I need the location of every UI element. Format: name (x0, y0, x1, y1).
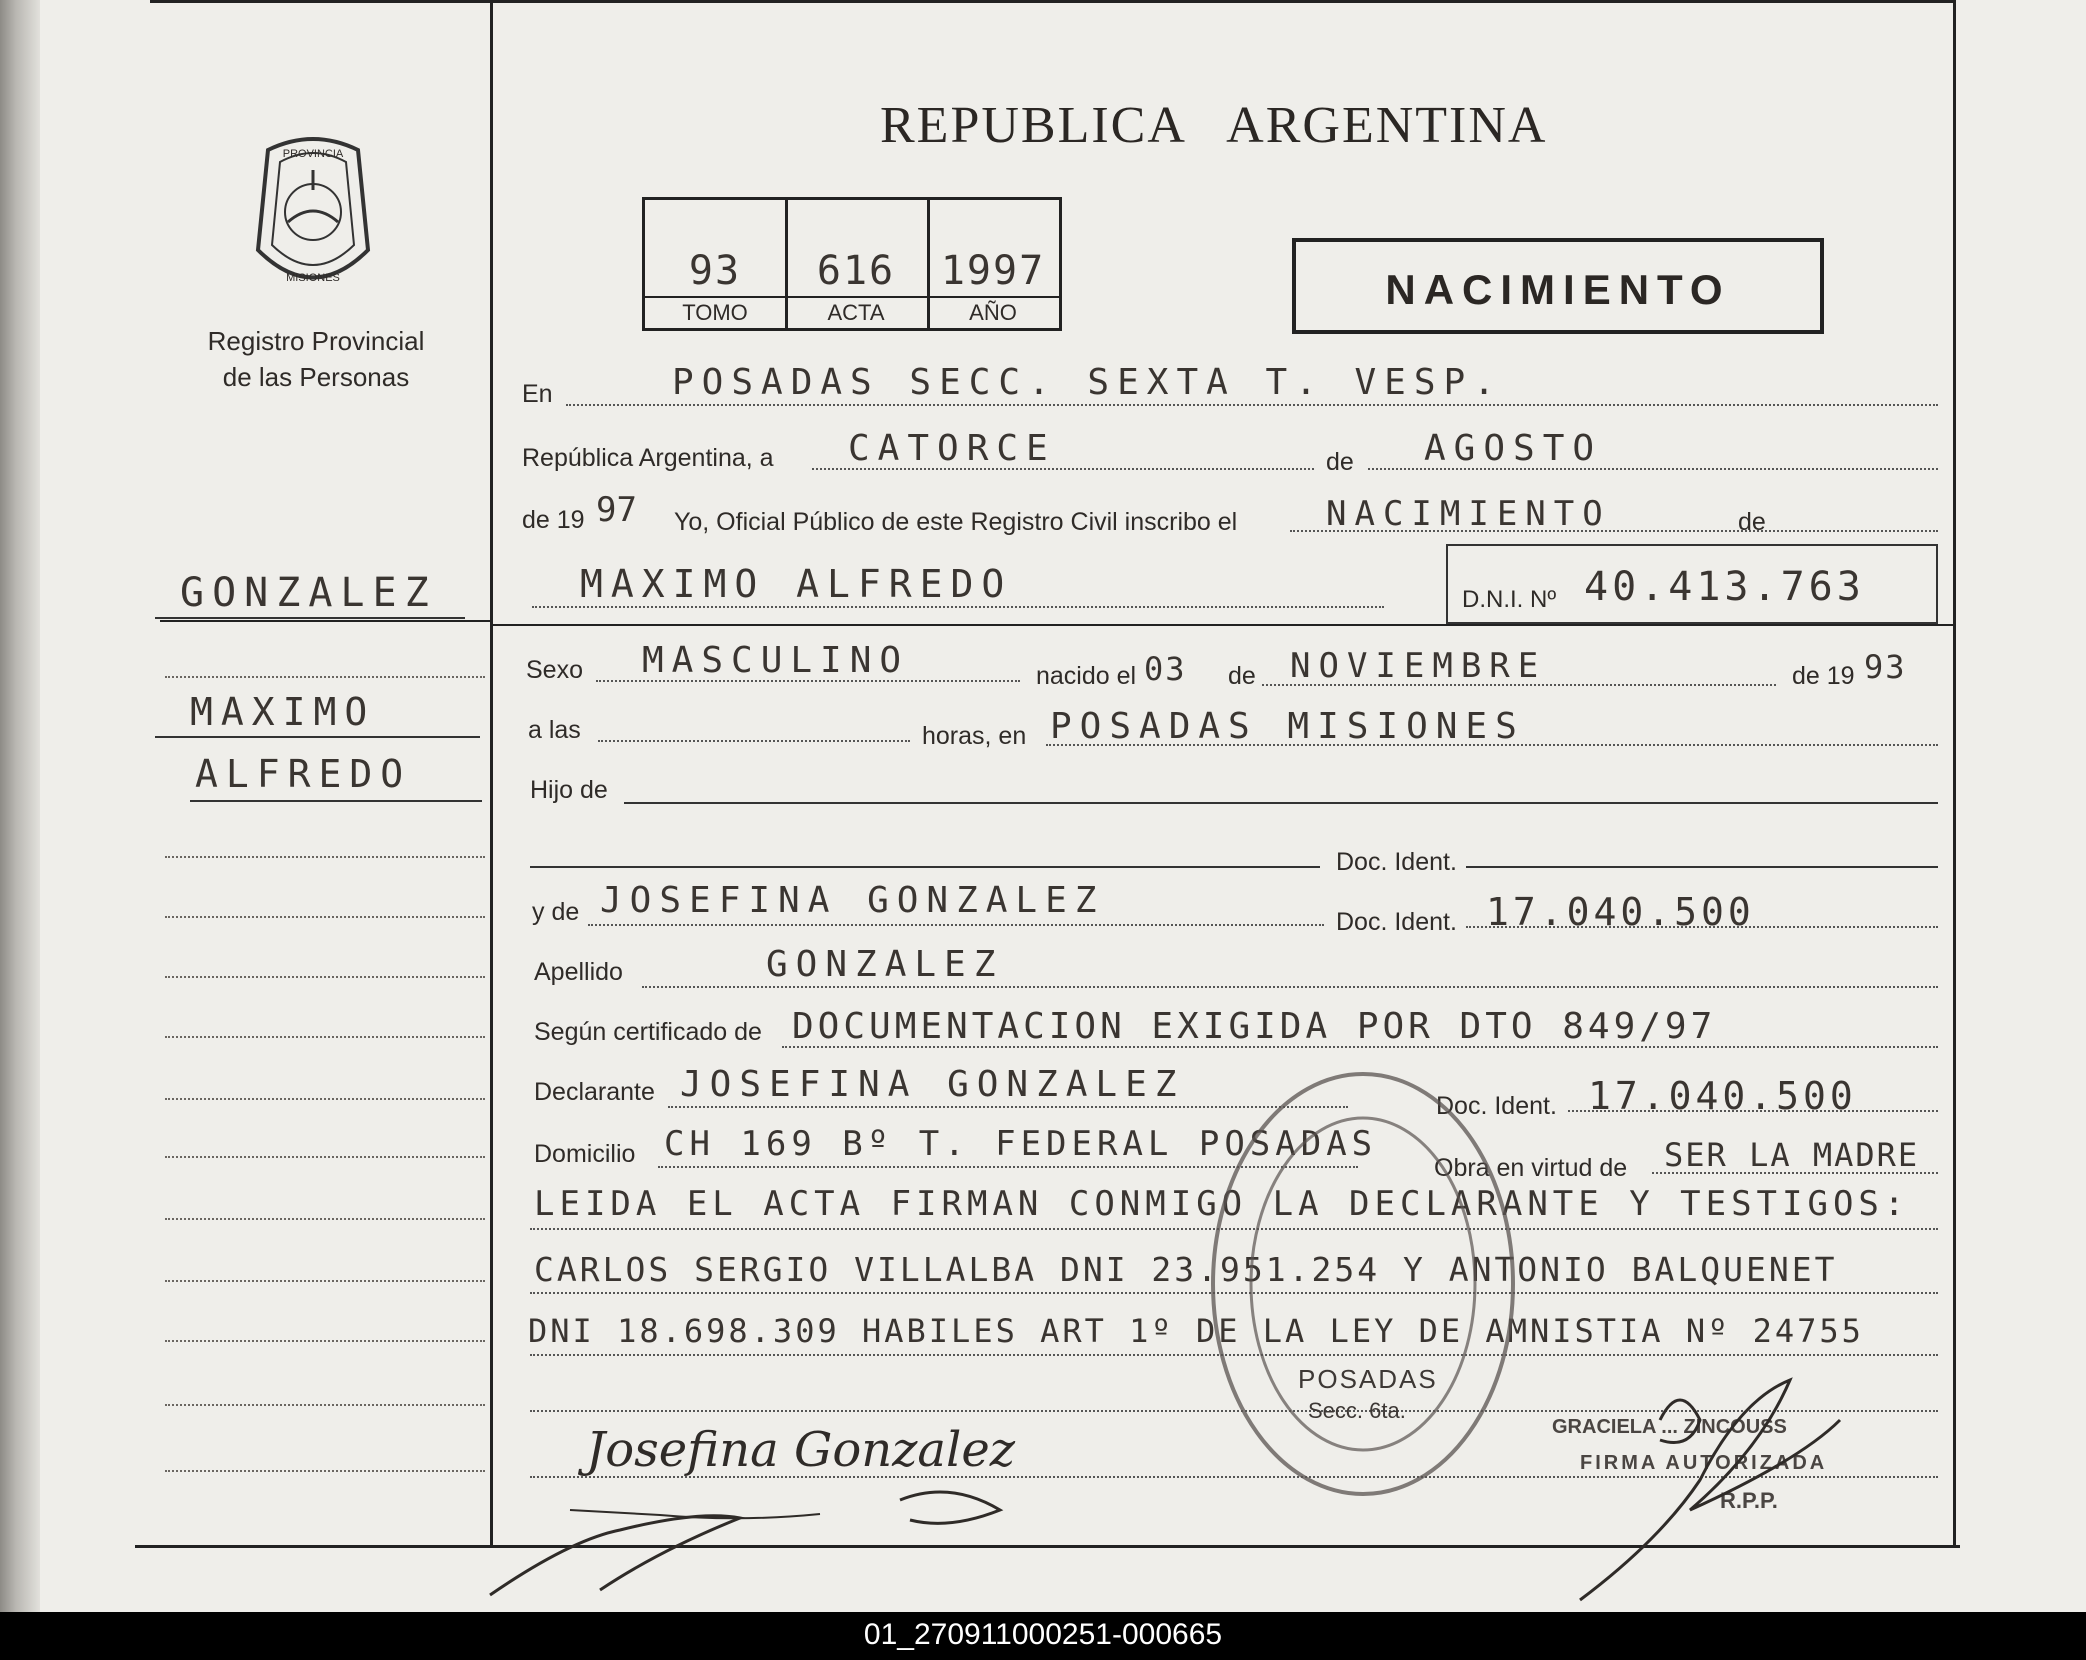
birth-year-value: 93 (1864, 648, 1907, 686)
segun-certificado-label: Según certificado de (534, 1018, 762, 1046)
doc-ident-label-3: Doc. Ident. (1436, 1092, 1557, 1120)
dni-label: D.N.I. Nº (1462, 586, 1557, 613)
declarant-name: JOSEFINA GONZALEZ (680, 1064, 1185, 1105)
tomo-label: TOMO (682, 300, 748, 325)
apellido-value: GONZALEZ (766, 944, 1004, 985)
republica-label: República Argentina, a (522, 444, 774, 472)
record-type-box (1292, 238, 1824, 334)
seal-text-top: PROVINCIA (282, 148, 344, 160)
doc-ident-label: Doc. Ident. (1336, 848, 1457, 876)
yo-oficial-text: Yo, Oficial Público de este Registro Civil inscribo el (674, 508, 1238, 536)
birth-month-value: NOVIEMBRE (1290, 646, 1547, 686)
top-border (150, 0, 1956, 3)
left-column-border (490, 0, 493, 1548)
y-de-label: y de (532, 898, 580, 926)
page-title: REPUBLICA ARGENTINA (880, 97, 1548, 154)
registry-office-value: POSADAS SECC. SEXTA T. VESP. (672, 362, 1503, 403)
book-binding (0, 0, 40, 1612)
address-value: CH 169 Bº T. FEDERAL POSADAS (664, 1124, 1378, 1164)
doc-ident-label-2: Doc. Ident. (1336, 908, 1457, 936)
anio-label: AÑO (969, 300, 1017, 325)
seal-text-bottom: MISIONES (286, 272, 340, 284)
horas-label: horas, en (922, 722, 1027, 750)
registry-stamp (1198, 1064, 1528, 1504)
registrant-name: MAXIMO ALFREDO (580, 562, 1013, 606)
certificate-source-value: DOCUMENTACION EXIGIDA POR DTO 849/97 (792, 1006, 1717, 1047)
sexo-value: MASCULINO (642, 640, 910, 681)
mother-doc-value: 17.040.500 (1486, 890, 1755, 934)
margin-given-name-2: ALFREDO (195, 752, 412, 796)
day-value: CATORCE (848, 428, 1056, 469)
margin-divider (160, 620, 492, 622)
de-label-2: de (1738, 508, 1766, 536)
margin-surname: GONZALEZ (180, 570, 437, 616)
record-type: NACIMIENTO (1385, 266, 1731, 313)
authorized-signature-label: FIRMA AUTORIZADA (1580, 1452, 1828, 1474)
stamp-section: Secc. 6ta. (1308, 1398, 1406, 1423)
mother-name: JOSEFINA GONZALEZ (600, 880, 1105, 921)
birth-year-prefix: de 19 (1792, 662, 1855, 690)
anio-value: 1997 (940, 248, 1046, 294)
stamp-ring-icon (1198, 1064, 1528, 1504)
apellido-label: Apellido (534, 958, 623, 986)
registry-name-line1: Registro Provincial (207, 326, 425, 356)
de-label-3: de (1228, 662, 1256, 690)
official-name: GRACIELA ... ZINCOUSS (1552, 1416, 1787, 1438)
declarant-doc-value: 17.040.500 (1588, 1074, 1857, 1118)
section-divider (490, 624, 1956, 626)
year-value: 97 (596, 490, 637, 530)
caption-bar (0, 1612, 2086, 1660)
obra-label: Obra en virtud de (1434, 1154, 1628, 1182)
stamp-city: POSADAS (1298, 1364, 1438, 1394)
remarks-line-3: DNI 18.698.309 HABILES ART 1º DE LA LEY DE AMNISTIA Nº 24755 (528, 1312, 1864, 1350)
hijo-de-label: Hijo de (530, 776, 608, 804)
domicilio-label: Domicilio (534, 1140, 636, 1168)
remarks-line-1: LEIDA EL ACTA FIRMAN CONMIGO LA DECLARANTE Y TESTIGOS: (534, 1184, 1910, 1224)
birth-day-value: 03 (1144, 650, 1187, 688)
tomo-value: 93 (688, 248, 742, 294)
inscribe-value: NACIMIENTO (1326, 494, 1611, 534)
rpp-label: R.P.P. (1720, 1488, 1778, 1513)
official-signature-icon (1540, 1360, 1880, 1610)
birthplace-value: POSADAS MISIONES (1050, 706, 1525, 747)
declarante-label: Declarante (534, 1078, 655, 1106)
year-prefix-label: de 19 (522, 506, 585, 534)
witness-signatures-icon (480, 1470, 1100, 1610)
registry-name-line2: de las Personas (222, 362, 410, 392)
obra-value: SER LA MADRE (1664, 1136, 1920, 1174)
a-las-label: a las (528, 716, 581, 744)
remarks-line-2: CARLOS SERGIO VILLALBA DNI 23.951.254 Y ANTONIO BALQUENET (534, 1250, 1838, 1289)
image-caption: 01_270911000251-000665 (863, 1618, 1223, 1651)
dni-value: 40.413.763 (1584, 564, 1865, 610)
right-border (1953, 0, 1956, 1548)
declarant-signature: Josefina Gonzalez (586, 1422, 1016, 1478)
acta-label: ACTA (827, 300, 885, 325)
acta-value: 616 (816, 248, 896, 294)
month-value: AGOSTO (1424, 428, 1603, 469)
record-number-box (642, 197, 1062, 331)
nacido-label: nacido el (1036, 662, 1137, 690)
de-label: de (1326, 448, 1354, 476)
sexo-label: Sexo (526, 656, 583, 684)
margin-given-name-1: MAXIMO (190, 690, 376, 734)
en-label: En (522, 380, 553, 408)
